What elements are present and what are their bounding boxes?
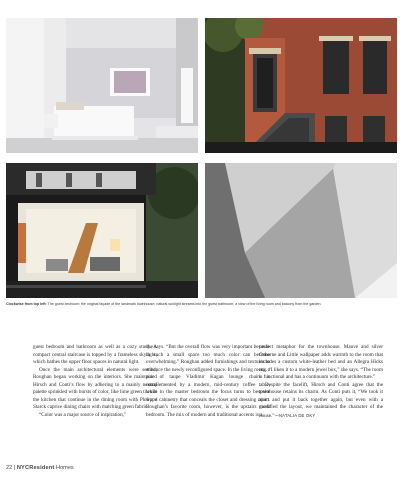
caption-text: The guest bedroom; the original façade of the landmark townhouse; natural sunlight streams into the guest bathroom; a view of the living room and balcony from the garden. — [47, 302, 322, 306]
paragraph — [259, 382, 383, 421]
paragraph: Once the main architectural elements were settled, Roughan began working on the interiors. She maintained Hirsch and Conti’s flow by adhering to a mainly neutral palette sprinkled with bursts of color, like lime green tiles in the kitchen that continue in the dining room with Philippe Starck caprice dining chairs with matching green fabric. — [33, 366, 157, 411]
article-column-3 — [259, 344, 383, 420]
photo-caption — [6, 302, 366, 306]
bedroom-photo — [6, 18, 198, 153]
footer-separator: | — [13, 465, 16, 471]
facade-photo — [205, 18, 397, 153]
paragraph: “Color was a major source of inspiration,” — [39, 411, 127, 418]
section-name: Homes — [56, 465, 74, 471]
page-number: 22 — [6, 465, 13, 471]
abstract-wall-photo — [205, 163, 397, 298]
paragraph-text: Despite the facelift, Hirsch and Conti agree that the townhouse retains its charm. As Conti puts it, “We took it apart and put it back together again, but even with a modified the layout, we maintained the character of the house.” — [259, 381, 383, 419]
article-column-1 — [33, 344, 157, 419]
article-column-2 — [146, 344, 270, 419]
paragraph: she says. “But the overall flow was very important because in such a small space too much color can become overwhelming.” Roughan added furnishings and textures to enhance the newly reconfigured space. In the living room, a pair of taupe Vladimir Kagan lounge chairs is complemented by a modern, mid-century coffee table, while in the master bedroom the focus turns to bespoke wood cabinetry that conceals the closet and dressing room. Roughan’s favorite room, however, is the upstairs guest bedroom. The mix of modern and traditional accents is a — [146, 344, 270, 418]
caption-lead: Clockwise from top left: — [6, 302, 47, 306]
author-signature: —NATALIA DE OKY — [274, 412, 316, 418]
living-room-photo — [6, 163, 198, 298]
page-footer — [6, 465, 74, 471]
paragraph: guest bedroom and bathroom as well as a cozy study. A compact central staircase is topped by a frameless skylight, which bathes the upper floor spaces in natural light. — [33, 344, 157, 366]
magazine-name: NYCResident — [16, 465, 55, 471]
paragraph: perfect metaphor for the townhouse. Mauve and silver Osborne and Little wallpaper adds warmth to the room that includes a custom white-leather bed and an Allegra Hicks rug. “I liken it to a modern jewel box,” she says. “The room is functional and has a continuum with the architecture.” — [259, 344, 383, 381]
